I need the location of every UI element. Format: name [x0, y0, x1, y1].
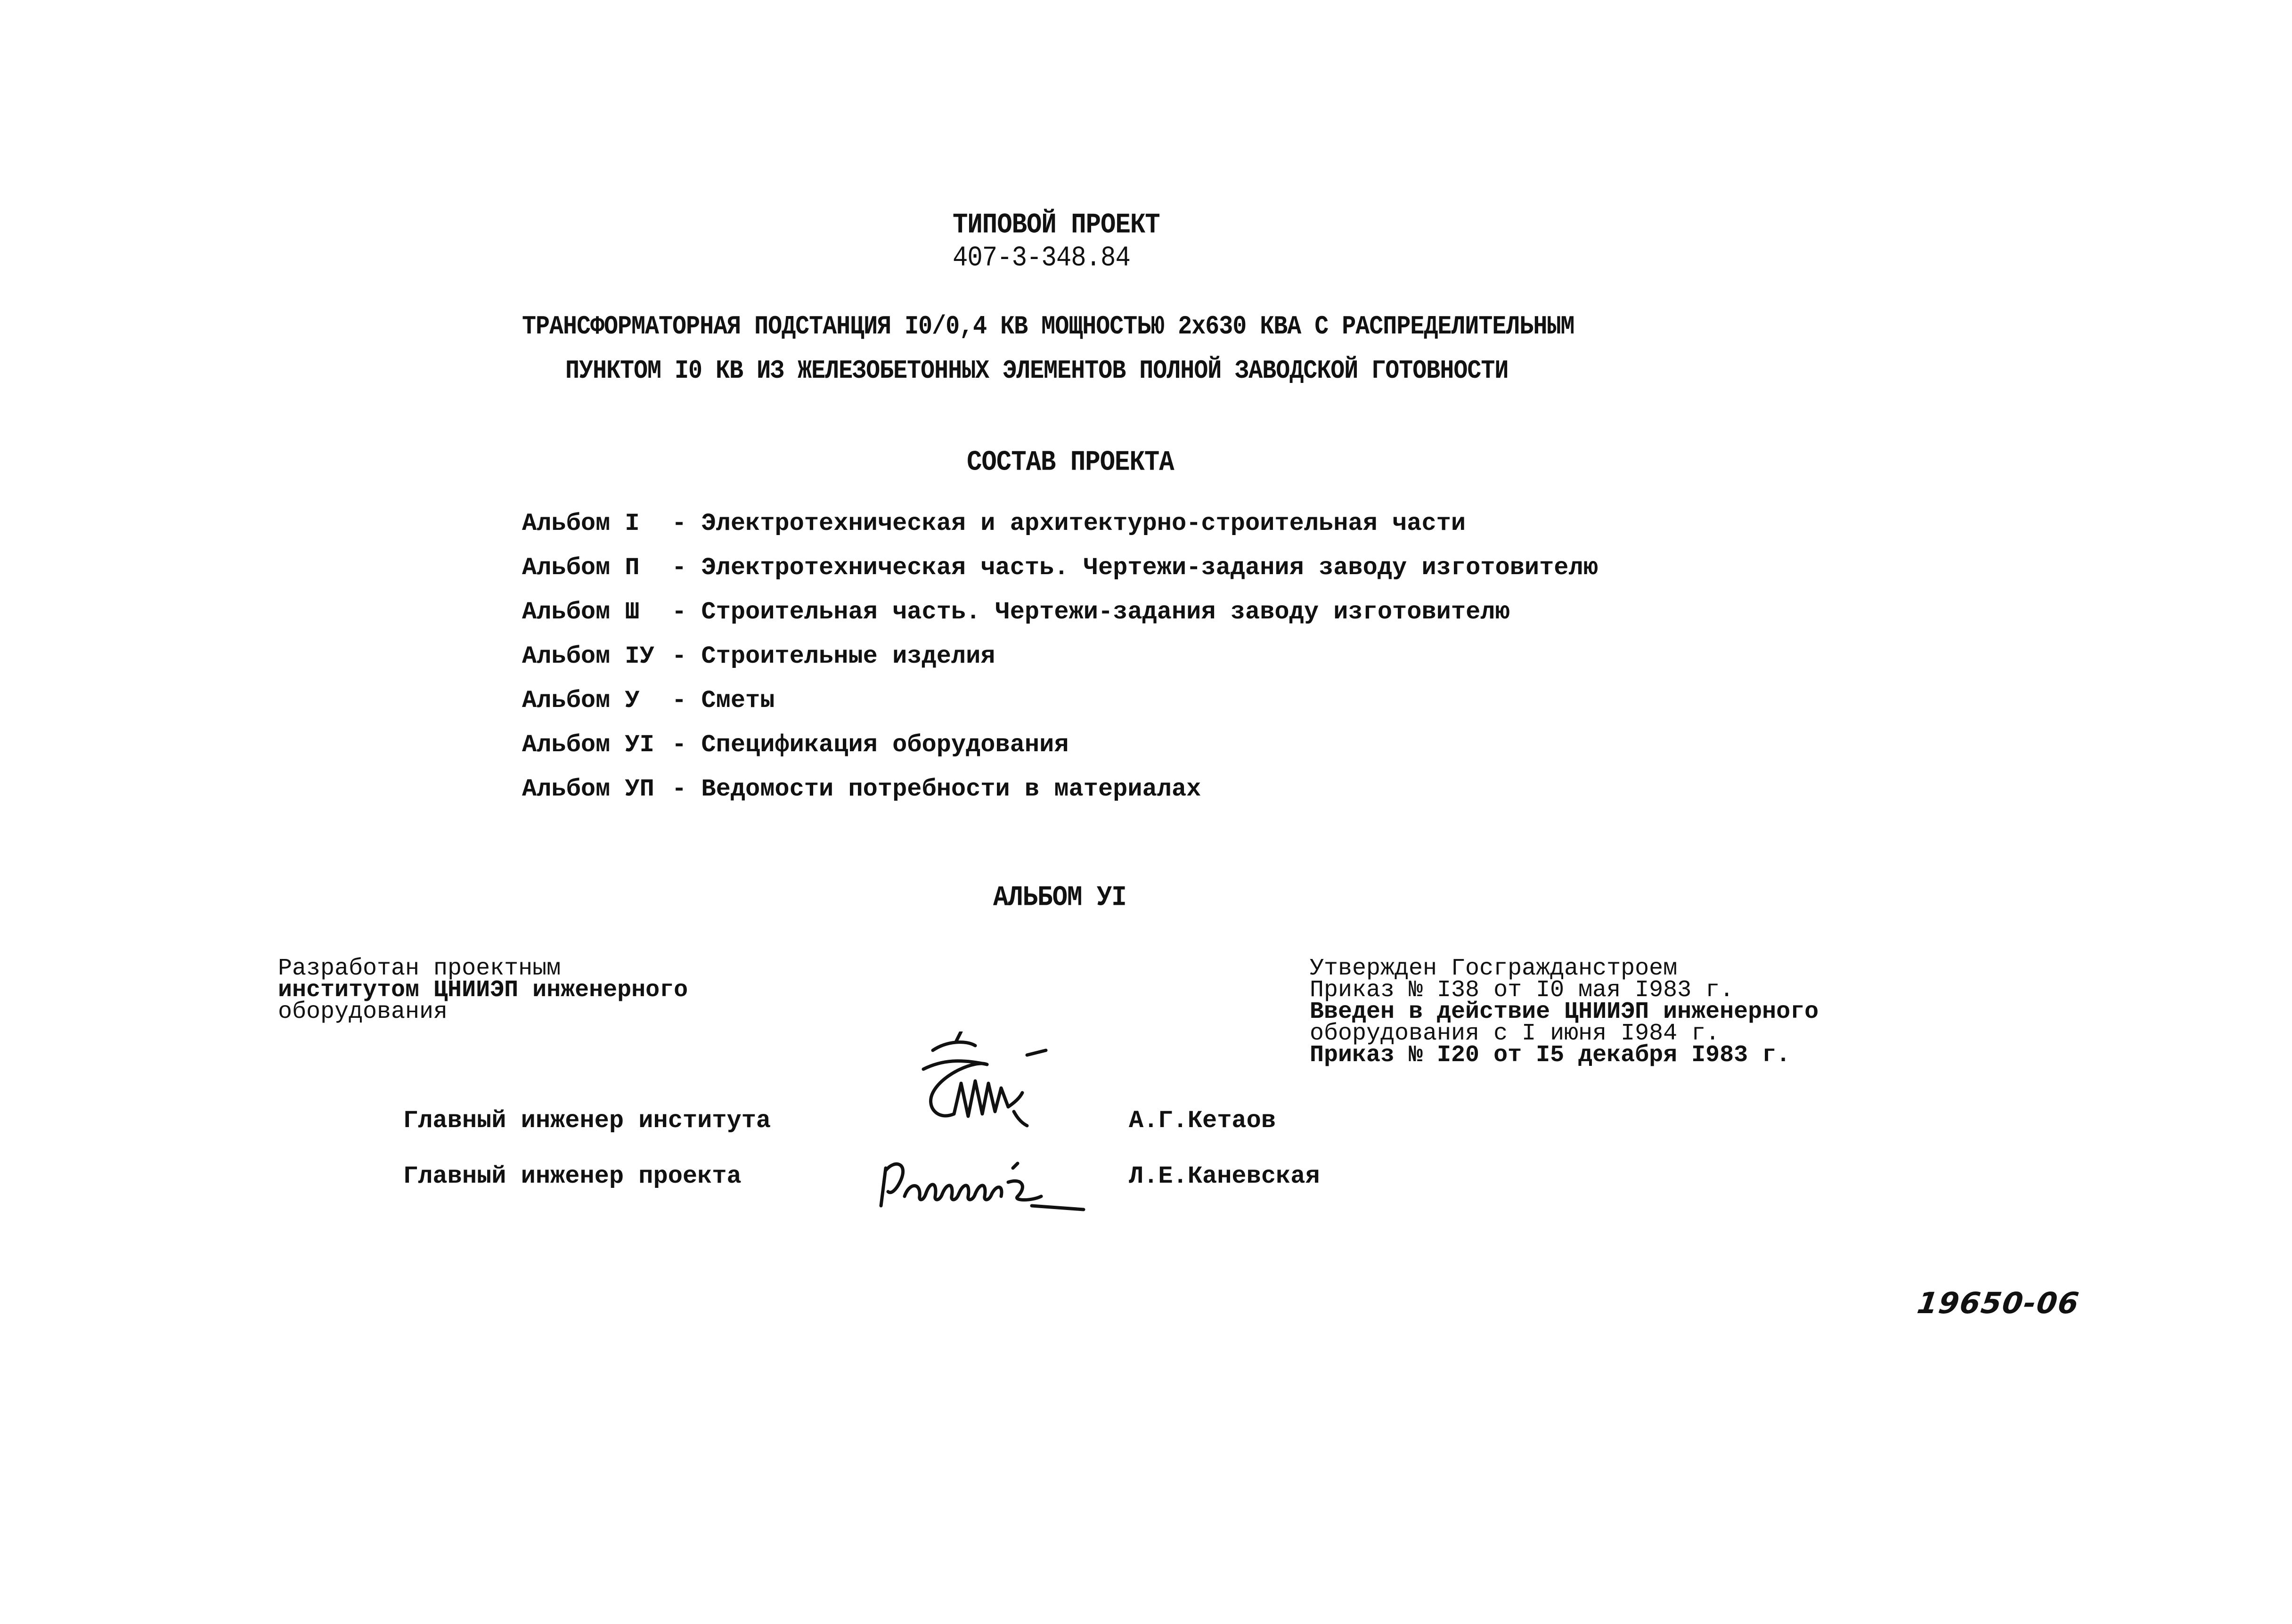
signature-name: Л.Е.Каневская [1129, 1162, 1320, 1190]
current-album-title: АЛЬБОМ УI [993, 882, 1126, 914]
signature-role: Главный инженер института [403, 1107, 771, 1135]
project-title-line-2: ПУНКТОМ I0 КВ ИЗ ЖЕЛЕЗОБЕТОННЫХ ЭЛЕМЕНТОВ ПОЛНОЙ ЗАВОДСКОЙ ГОТОВНОСТИ [565, 356, 1509, 386]
signature-role: Главный инженер проекта [403, 1162, 742, 1190]
signature-mark-2 [876, 1149, 1098, 1220]
album-label: Альбом IУ [522, 642, 654, 670]
album-description: - Строительная часть. Чертежи-задания заводу изготовителю [672, 598, 1510, 626]
archive-number: 19650-06 [1915, 1286, 2082, 1320]
album-description: - Ведомости потребности в материалах [672, 775, 1201, 803]
developer-line: институтом ЦНИИЭП инженерного [278, 977, 688, 1004]
signature-name: А.Г.Кетаов [1129, 1107, 1276, 1135]
approval-line: Введен в действие ЦНИИЭП инженерного [1310, 999, 1819, 1025]
album-description: - Строительные изделия [672, 642, 995, 670]
album-label: Альбом УI [522, 731, 654, 759]
project-type-label: ТИПОВОЙ ПРОЕКТ [953, 209, 1160, 242]
composition-heading: СОСТАВ ПРОЕКТА [967, 447, 1174, 479]
approval-line: оборудования с I июня I984 г. [1310, 1020, 1720, 1047]
album-label: Альбом П [522, 554, 640, 582]
album-label: Альбом I [522, 510, 640, 537]
developer-line: Разработан проектным [278, 955, 561, 982]
project-number: 407-3-348.84 [953, 242, 1130, 275]
approval-line: Приказ № I38 от I0 мая I983 г. [1310, 977, 1734, 1004]
approval-block [1310, 955, 1819, 1069]
approval-line: Утвержден Госгражданстроем [1310, 955, 1678, 982]
approval-line: Приказ № I20 от I5 декабря I983 г. [1310, 1042, 1791, 1069]
album-description: - Спецификация оборудования [672, 731, 1069, 759]
album-label: Альбом УП [522, 775, 654, 803]
album-label: Альбом Ш [522, 598, 640, 626]
album-description: - Электротехническая часть. Чертежи-задания заводу изготовителю [672, 554, 1598, 582]
signature-mark-1 [905, 1031, 1060, 1154]
developer-block [278, 955, 688, 1025]
album-label: Альбом У [522, 687, 640, 715]
project-title-line-1: ТРАНСФОРМАТОРНАЯ ПОДСТАНЦИЯ I0/0,4 КВ МОЩНОСТЬЮ 2х630 КВА С РАСПРЕДЕЛИТЕЛЬНЫМ [522, 312, 1574, 342]
developer-line: оборудования [278, 999, 448, 1025]
album-description: - Сметы [672, 687, 775, 715]
album-description: - Электротехническая и архитектурно-строительная части [672, 510, 1466, 537]
